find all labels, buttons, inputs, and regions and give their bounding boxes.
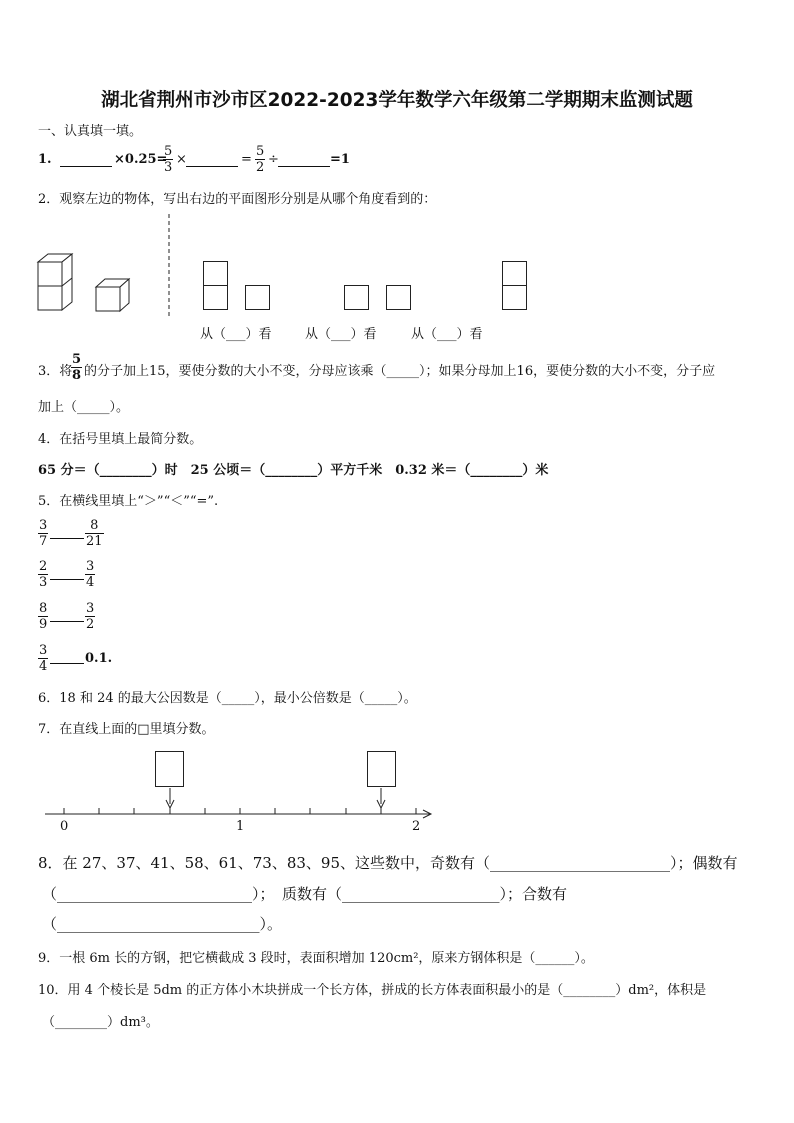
fraction: $\frac{5}{2}$ xyxy=(256,144,265,175)
question-text: 的分子加上15，要使分数的大小不变，分母应该乘（_____）；如果分母加上16，要使分数的大小不变，分子应 xyxy=(84,364,716,379)
question-6: 6．18 和 24 的最大公因数是（_____），最小公倍数是（_____）。 xyxy=(38,691,417,706)
times-sign: × xyxy=(176,152,187,167)
view-label[interactable]: 从（___）看 xyxy=(200,327,272,342)
question-2: 2．观察左边的物体，写出右边的平面图形分别是从哪个角度看到的： xyxy=(38,192,437,207)
tick-label: 2 xyxy=(412,819,421,834)
question-8-line: （___________________________）。 xyxy=(42,915,283,933)
fraction: $\frac{5}{3}$ xyxy=(164,144,173,175)
question-8-line: （__________________________）； 质数有（_____________________）；合数有 xyxy=(42,885,568,903)
question-text: 3．将 xyxy=(38,364,73,379)
question-text: 加上（_____）。 xyxy=(38,400,130,415)
page-title: 湖北省荆州市沙市区2022-2023学年数学六年级第二学期期末监测试题 xyxy=(101,90,693,111)
expression-text: ×0.25= xyxy=(114,152,168,167)
question-7: 7．在直线上面的□里填分数。 xyxy=(38,722,215,737)
fraction: $\frac{5}{8}$ xyxy=(72,352,82,383)
question-4-line: 65 分＝（________）时 25 公顷＝（________）平方千米 0.32 米＝（________）米 xyxy=(38,463,549,478)
expression-text: =1 xyxy=(330,152,350,167)
fraction: $\frac{3}{4}$ xyxy=(39,643,48,674)
compare-value: 0.1. xyxy=(85,651,113,666)
fraction: $\frac{8}{9}$ xyxy=(39,601,48,632)
fraction: $\frac{3}{4}$ xyxy=(86,559,95,590)
fraction: $\frac{3}{7}$ xyxy=(39,518,48,549)
question-5: 5．在横线里填上“＞”“＜”“=”. xyxy=(38,494,219,509)
question-number: 1. xyxy=(38,152,52,167)
question-9: 9．一根 6m 长的方钢，把它横截成 3 段时，表面积增加 120cm²，原来方钢体积是（______）。 xyxy=(38,951,594,966)
divide-sign: ÷ xyxy=(268,152,279,167)
fraction: $\frac{2}{3}$ xyxy=(39,559,48,590)
question-10-line: （________）dm³。 xyxy=(42,1015,159,1030)
tick-label: 1 xyxy=(236,819,245,834)
tick-label: 0 xyxy=(60,819,69,834)
fraction: $\frac{3}{2}$ xyxy=(86,601,95,632)
view-label[interactable]: 从（___）看 xyxy=(411,327,483,342)
view-label[interactable]: 从（___）看 xyxy=(305,327,377,342)
question-10: 10．用 4 个棱长是 5dm 的正方体小木块拼成一个长方体，拼成的长方体表面积最小的是（________）dm²，体积是 xyxy=(38,983,707,998)
fraction: $\frac{8}{21}$ xyxy=(86,518,103,549)
equals-sign: = xyxy=(241,152,252,167)
section-heading: 一、认真填一填。 xyxy=(38,124,143,139)
question-4: 4．在括号里填上最简分数。 xyxy=(38,432,203,447)
question-8: 8．在 27、37、41、58、61、73、83、95、这些数中，奇数有（________________________）；偶数有 xyxy=(38,854,738,872)
